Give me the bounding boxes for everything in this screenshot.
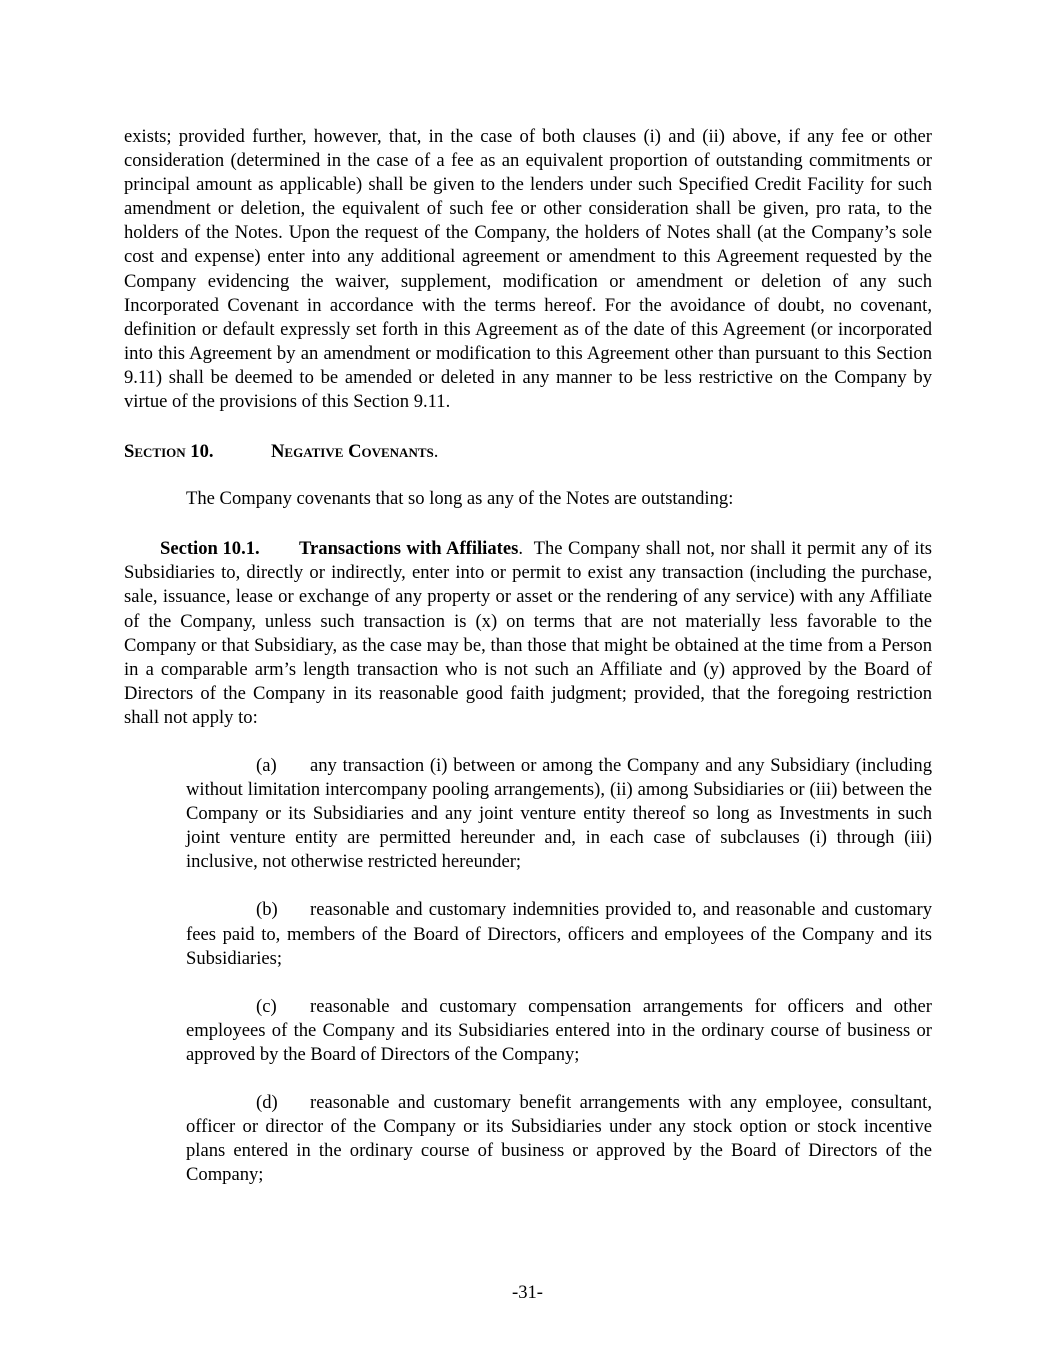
subsection-paragraph [124, 537, 937, 730]
section-heading-punct: . [433, 441, 439, 463]
lead-sentence: The Company covenants that so long as any of the Notes are outstanding: [186, 488, 734, 510]
subsection-number: Section 10.1. [160, 538, 260, 560]
subsection-body: The Company shall not, nor shall it permit any of its Subsidiaries to, directly or indirectly, enter into or permit to exist any transaction (including the purchase, sale, issuance, lease or exchange of any property or asset or the rendering of any service) with any Affiliate of the Company, unless such transaction is (x) on terms that are not materially less favorable to the Company or that Subsidiary, as the case may be, than those that might be obtained at the time from a Person in a comparable arm’s length transaction who is not such an Affiliate and (y) approved by the Board of Directors of the Company in its reasonable good faith judgment; provided, that the foregoing restriction shall not apply to: [124, 538, 937, 728]
clause-text: reasonable and customary indemnities provided to, and reasonable and customary fees paid to, members of the Board of Directors, officers and employees of the Company and its Subsidiaries; [186, 899, 932, 969]
clause-b [186, 898, 932, 970]
document-page [124, 125, 937, 1187]
page-number: -31- [512, 1282, 543, 1303]
clause-text: reasonable and customary compensation arrangements for officers and other employees of the Company and its Subsidiaries entered into in the ordinary course of business or approved by the Board of Directors of the Company; [186, 995, 932, 1065]
clause-a [186, 754, 932, 874]
clause-label: (d) [256, 1092, 278, 1113]
clause-d [186, 1091, 932, 1187]
subsection-title: Transactions with Affiliates [299, 538, 519, 560]
clause-c [186, 995, 932, 1067]
clause-label: (b) [256, 899, 278, 921]
subsection-punct: . [518, 538, 523, 560]
clause-label: (c) [256, 995, 277, 1017]
clause-label: (a) [256, 754, 277, 776]
clause-text: any transaction (i) between or among the Company and any Subsidiary (including without limitation intercompany pooling arrangements), (ii) among Subsidiaries or (iii) between the Company or its Subsidiaries and any joint venture entity thereof so long as Investments in such joint venture entity are permitted hereunder and, in each case of subclauses (i) through (iii) inclusive, not otherwise restricted hereunder; [186, 754, 932, 873]
section-heading [124, 440, 932, 464]
section-heading-number: Section 10. [124, 441, 214, 463]
intro-paragraph: exists; provided further, however, that, in the case of both clauses (i) and (ii) above, if any fee or other consideration (determined in the case of a fee as an equivalent proportion of outstanding commitments or principal amount as applicable) shall be given to the lenders under such Specified Credit Facility for such amendment or deletion, the equivalent of such fee or other consideration shall be given, pro rata, to the holders of the Notes. Upon the request of the Company, the holders of Notes shall (at the Company’s sole cost and expense) enter into any additional agreement or amendment to this Agreement requested by the Company evidencing the waiver, supplement, modification or amendment or deletion of any such Incorporated Covenant in accordance with the terms hereof. For the avoidance of doubt, no covenant, definition or default expressly set forth in this Agreement as of the date of this Agreement (or incorporated into this Agreement by an amendment or modification to this Agreement other than pursuant to this Section 9.11) shall be deemed to be amended or deleted in any manner to be less restrictive on the Company by virtue of the provisions of this Section 9.11. [124, 126, 932, 413]
section-heading-title: Negative Covenants [271, 441, 434, 463]
clause-text: reasonable and customary benefit arrangements with any employee, consultant, officer or director of the Company or its Subsidiaries under any stock option or stock incentive plans entered in the ordinary course of business or approved by the Board of Directors of the Company; [186, 1092, 932, 1186]
